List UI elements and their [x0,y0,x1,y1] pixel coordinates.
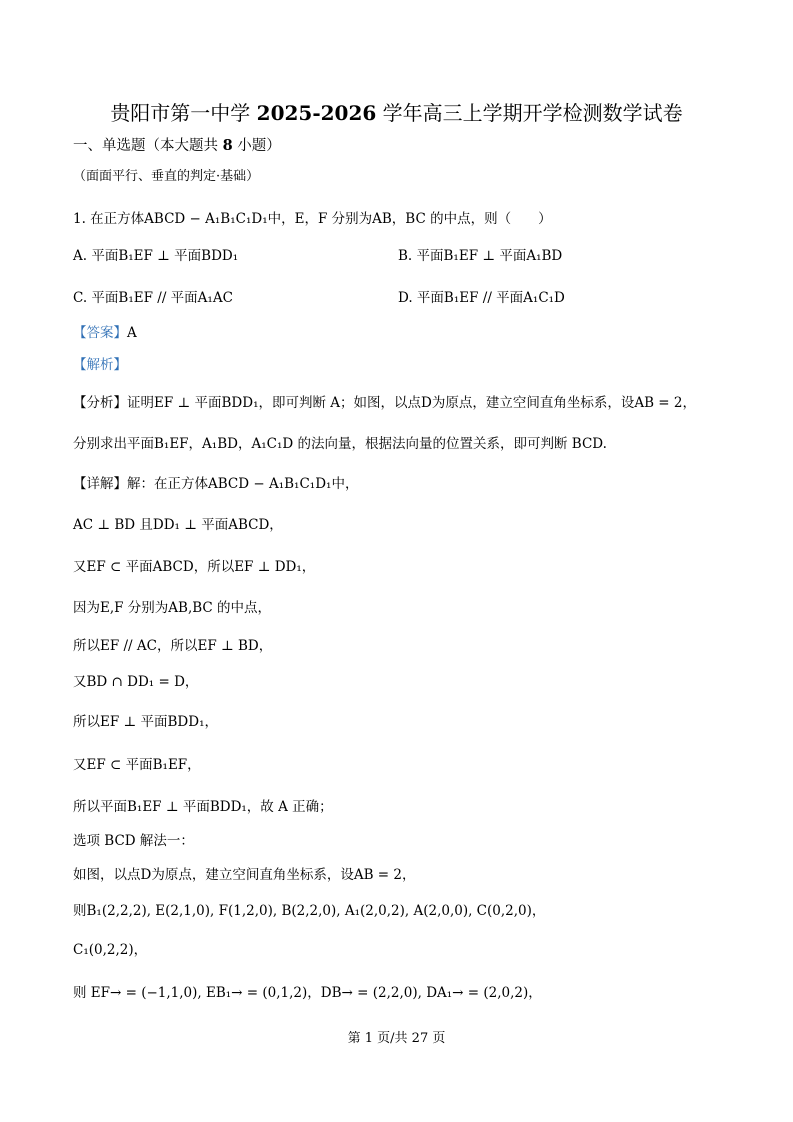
detail-line-3: 又EF ⊂ 平面ABCD，所以EF ⊥ DD₁， [73,559,316,575]
detail-line-1: 【详解】解：在正方体ABCD − A₁B₁C₁D₁中， [73,476,359,492]
section-heading: 一、单选题（本大题共 8 小题） [73,137,281,154]
fenxi-line-2: 分别求出平面B₁EF，A₁BD，A₁C₁D 的法向量，根据法向量的位置关系，即可判断 BCD. [73,436,607,452]
detail-line-11: 如图，以点D为原点，建立空间直角坐标系，设AB = 2， [73,867,416,883]
detail-line-5: 所以EF // AC，所以EF ⊥ BD， [73,638,273,654]
detail-line-8: 又EF ⊂ 平面B₁EF， [73,757,201,773]
option-b: B. 平面B₁EF ⊥ 平面A₁BD [398,248,563,264]
detail-line-12: 则B₁(2,2,2), E(2,1,0), F(1,2,0), B(2,2,0), A₁(2,0,2), A(2,0,0), C(0,2,0)， [73,903,546,919]
detail-line-4: 因为E,F 分别为AB,BC 的中点， [73,600,272,616]
question-1-stem: 1. 在正方体ABCD − A₁B₁C₁D₁中，E，F 分别为AB，BC 的中点，则（ ） [73,211,552,227]
detail-line-2: AC ⊥ BD 且DD₁ ⊥ 平面ABCD， [73,517,283,533]
page-footer: 第 1 页/共 27 页 [347,1031,446,1046]
detail-line-6: 又BD ∩ DD₁ = D， [73,674,199,690]
detail-line-13: C₁(0,2,2)， [73,942,148,958]
page-title: 贵阳市第一中学 2025-2026 学年高三上学期开学检测数学试卷 [110,101,683,125]
detail-line-10: 选项 BCD 解法一： [73,833,194,849]
analysis-tag: 【解析】 [73,357,127,373]
detail-line-9: 所以平面B₁EF ⊥ 平面BDD₁，故 A 正确； [73,799,333,815]
fenxi-line-1: 【分析】证明EF ⊥ 平面BDD₁，即可判断 A；如图，以点D为原点，建立空间直角坐标系，设AB = 2， [73,395,696,411]
detail-line-14: 则 EF→ = (−1,1,0), EB₁→ = (0,1,2)，DB→ = (2,2,0), DA₁→ = (2,0,2)， [73,985,542,1001]
detail-line-7: 所以EF ⊥ 平面BDD₁， [73,714,218,730]
option-c: C. 平面B₁EF // 平面A₁AC [73,290,233,306]
option-d: D. 平面B₁EF // 平面A₁C₁D [398,290,565,306]
option-a: A. 平面B₁EF ⊥ 平面BDD₁ [73,248,239,264]
topic-tag: （面面平行、垂直的判定·基础） [73,169,260,184]
answer-line: 【答案】A [73,325,137,341]
